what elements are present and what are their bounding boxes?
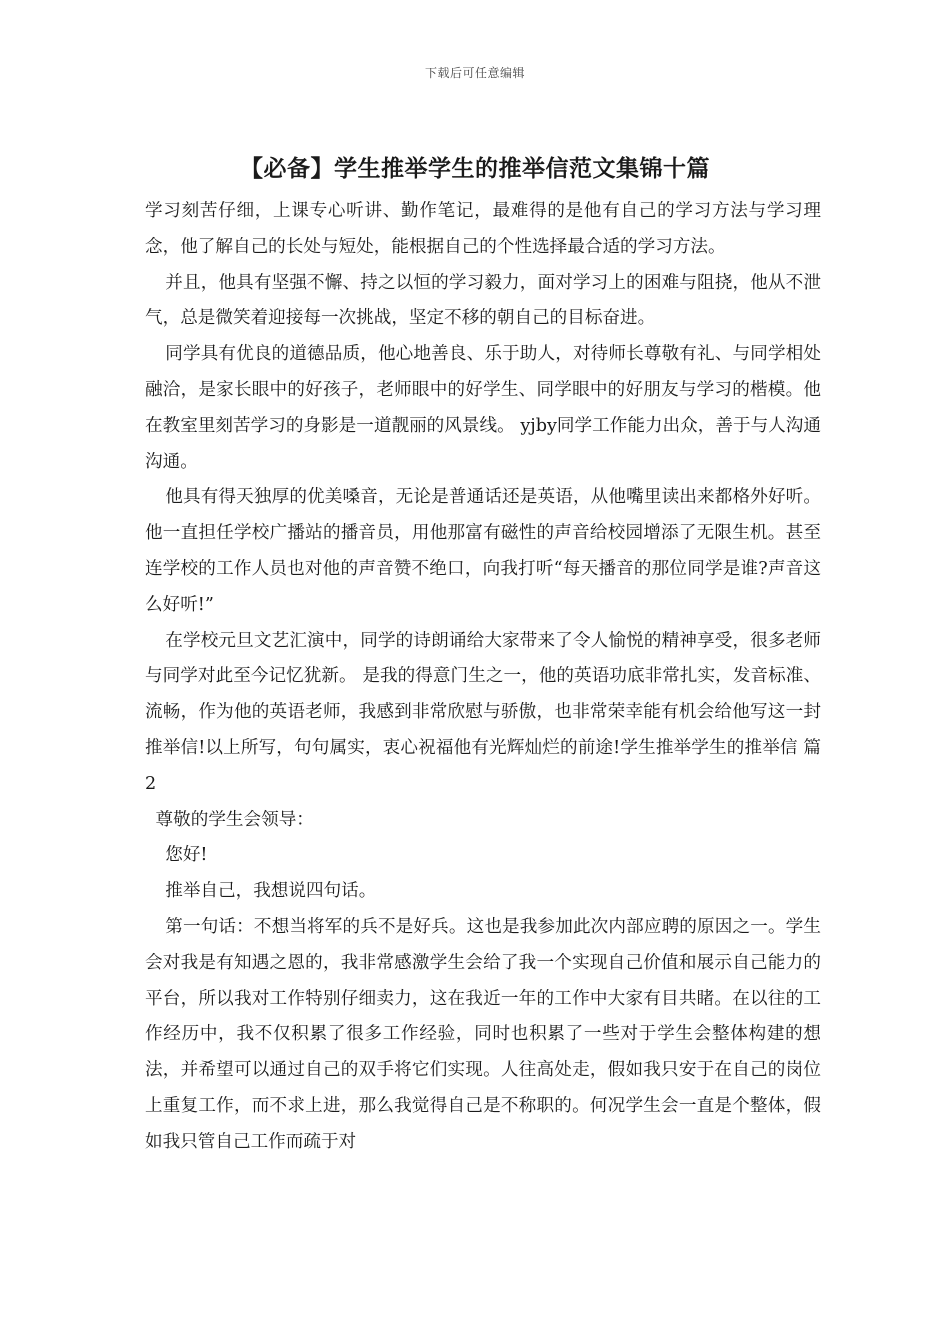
paragraph: 第一句话：不想当将军的兵不是好兵。这也是我参加此次内部应聘的原因之一。学生会对我是有知遇之恩的，我非常感激学生会给了我一个实现自己价值和展示自己能力的平台，所以我对工作特别仔细卖力，这在我近一年的工作中大家有目共睹。在以往的工作经历中，我不仅积累了很多工作经验，同时也积累了一些对于学生会整体构建的想法，并希望可以通过自己的双手将它们实现。人往高处走，假如我只安于在自己的岗位上重复工作，而不求上进，那么我觉得自己是不称职的。何况学生会一直是个整体，假如我只管自己工作而疏于对 — [145, 916, 821, 1152]
paragraph: 并且，他具有坚强不懈、持之以恒的学习毅力，面对学习上的困难与阻挠，他从不泄气，总是微笑着迎接每一次挑战，坚定不移的朝自己的目标奋进。 — [145, 272, 821, 329]
header-note: 下载后可任意编辑 — [424, 66, 525, 80]
paragraph: 他具有得天独厚的优美嗓音，无论是普通话还是英语，从他嘴里读出来都格外好听。他一直担任学校广播站的播音员，用他那富有磁性的声音给校园增添了无限生机。甚至连学校的工作人员也对他的声音赞不绝口，向我打听“每天播音的那位同学是谁?声音这么好听!” — [145, 487, 821, 615]
paragraph: 推举自己，我想说四句话。 — [165, 881, 377, 902]
paragraph: 学习刻苦仔细，上课专心听讲、勤作笔记，最难得的是他有自己的学习方法与学习理念，他了解自己的长处与短处，能根据自己的个性选择最合适的学习方法。 — [145, 201, 821, 257]
salutation: 尊敬的学生会领导： — [155, 809, 314, 830]
document-body — [145, 194, 821, 1161]
document-title: 【必备】学生推举学生的推举信范文集锦十篇 — [240, 155, 710, 182]
paragraph: 同学具有优良的道德品质，他心地善良、乐于助人，对待师长尊敬有礼、与同学相处融洽，是家长眼中的好孩子，老师眼中的好学生、同学眼中的好朋友与学习的楷模。他在教室里刻苦学习的身影是一道靓丽的风景线。 yjby同学工作能力出众，善于与人沟通沟通。 — [145, 344, 821, 472]
paragraph: 在学校元旦文艺汇演中，同学的诗朗诵给大家带来了令人愉悦的精神享受，很多老师与同学对此至今记忆犹新。 是我的得意门生之一，他的英语功底非常扎实，发音标准、流畅，作为他的英语老师，我感到非常欣慰与骄傲，也非常荣幸能有机会给他写这一封推举信!以上所写，句句属实，衷心祝福他有光辉灿烂的前途!学生推举学生的推举信 篇2 — [145, 630, 821, 794]
greeting: 您好! — [165, 845, 208, 866]
